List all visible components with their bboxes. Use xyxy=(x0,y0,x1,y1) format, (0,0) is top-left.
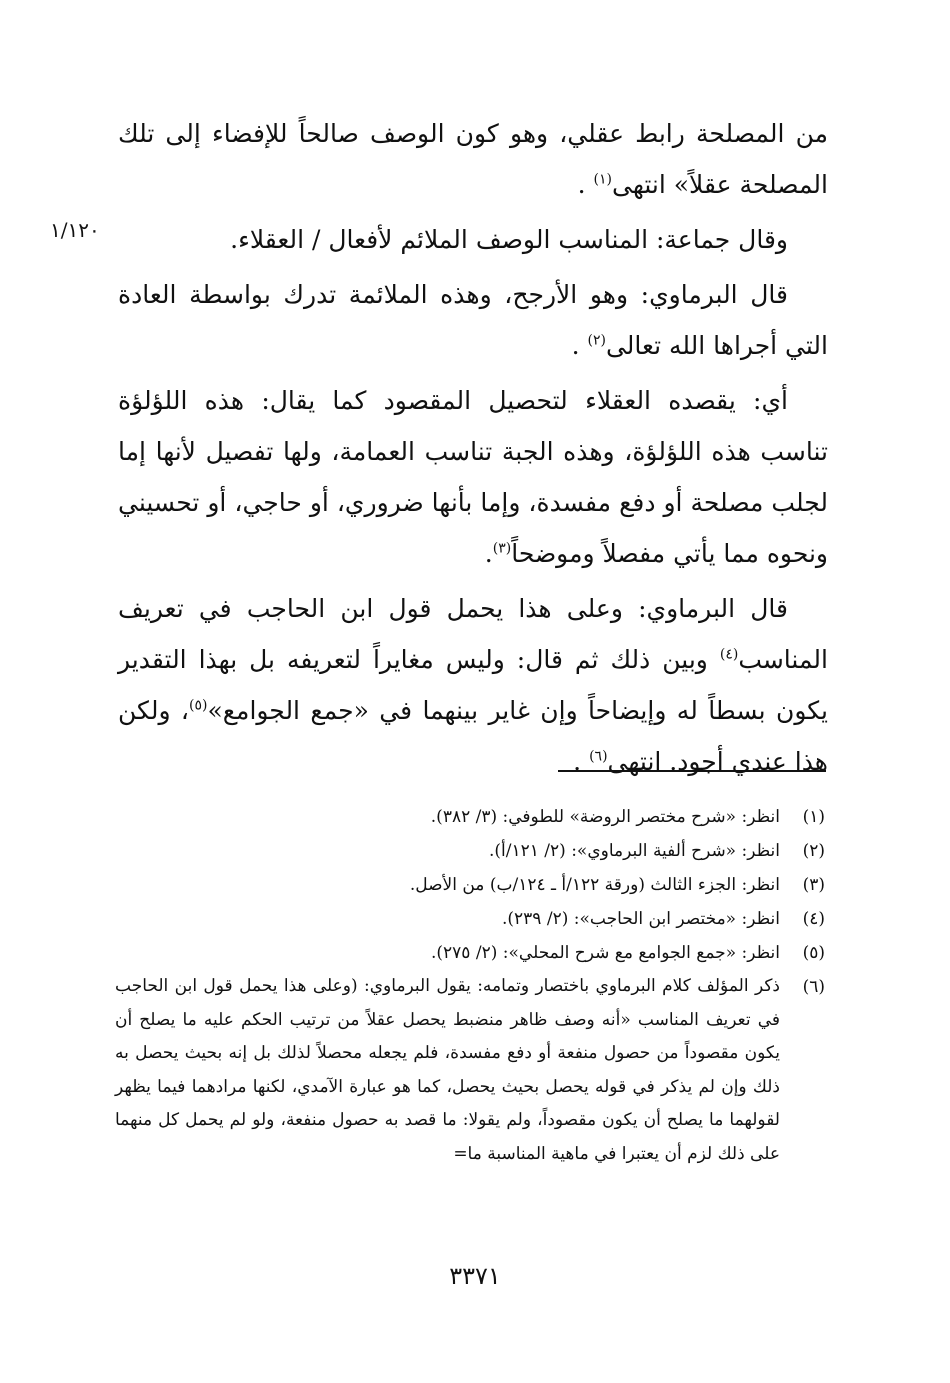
footnote-text: انظر: «جمع الجوامع مع شرح المحلي»: (٢/ ٢٧٥). xyxy=(431,943,780,963)
footnote-item xyxy=(115,868,825,902)
footnote-separator xyxy=(558,770,826,772)
footnote-number: (٢) xyxy=(802,841,825,861)
paragraph-text-continued: وبين ذلك ثم قال: وليس مغايراً لتعريفه بل بهذا التقدير يكون بسطاً له وإيضاحاً وإن غاير بينهما في «جمع الجوامع» xyxy=(118,645,828,725)
paragraph-5 xyxy=(118,583,828,787)
footnote-number: (١) xyxy=(802,807,825,827)
footnote-marker: (٣) xyxy=(492,540,512,557)
paragraph-text: قال البرماوي: وعلى هذا يحمل قول ابن الحاجب في تعريف المناسب xyxy=(118,594,828,674)
footnote-text: انظر: الجزء الثالث (ورقة ١٢٢/أ ـ ١٢٤/ب) من الأصل. xyxy=(409,875,780,895)
manuscript-folio-reference: ١/١٢٠ xyxy=(50,218,100,242)
footnote-item xyxy=(115,936,825,970)
paragraph-text: وقال جماعة: المناسب الوصف الملائم لأفعال / العقلاء. xyxy=(230,225,788,254)
paragraph-text-continued: ، ولكن هذا عندي أجود. انتهى xyxy=(118,696,828,776)
footnote-item xyxy=(115,902,825,936)
footnote-item xyxy=(115,970,825,1171)
paragraph-4 xyxy=(118,375,828,579)
main-text xyxy=(118,108,828,787)
footnote-marker: (٦) xyxy=(589,748,608,765)
footnote-number: (٦) xyxy=(802,977,825,997)
footnote-text: انظر: «شرح مختصر الروضة» للطوفي: (٣/ ٣٨٢). xyxy=(430,807,780,827)
footnote-marker: (٥) xyxy=(188,697,208,714)
footnote-item xyxy=(115,800,825,834)
paragraph-2 xyxy=(118,214,828,265)
paragraph-1 xyxy=(118,108,828,210)
footnotes xyxy=(115,800,825,1171)
paragraph-text: من المصلحة رابط عقلي، وهو كون الوصف صالحاً للإفضاء إلى تلك المصلحة عقلاً» انتهى xyxy=(118,119,828,199)
footnote-item xyxy=(115,834,825,868)
footnote-number: (٤) xyxy=(802,909,825,929)
footnote-marker: (١) xyxy=(593,171,612,188)
footnote-text: انظر: «مختصر ابن الحاجب»: (٢/ ٢٣٩). xyxy=(501,909,780,929)
paragraph-end: . xyxy=(484,539,493,568)
paragraph-end: . xyxy=(571,331,580,360)
paragraph-3 xyxy=(118,269,828,371)
footnote-number: (٥) xyxy=(802,943,825,963)
footnote-number: (٣) xyxy=(802,875,825,895)
paragraph-end: . xyxy=(573,747,582,776)
page-number: ٣٣٧١ xyxy=(449,1262,501,1290)
paragraph-text: أي: يقصده العقلاء لتحصيل المقصود كما يقال: هذه اللؤلؤة تناسب هذه اللؤلؤة، وهذه الجبة تناسب العمامة، ولها تفصيل لأنها إما لجلب مصلحة أو دفع مفسدة، وإما بأنها ضروري، أو حاجي، أو تحسيني ونحوه مما يأتي مفصلاً وموضحاً xyxy=(118,386,828,568)
footnote-marker: (٢) xyxy=(587,332,606,349)
footnote-text: انظر: «شرح ألفية البرماوي»: (٢/ ١٢١/أ). xyxy=(488,841,780,861)
footnote-marker: (٤) xyxy=(719,646,739,663)
paragraph-end: . xyxy=(577,170,586,199)
paragraph-text: قال البرماوي: وهو الأرجح، وهذه الملائمة تدرك بواسطة العادة التي أجراها الله تعالى xyxy=(118,280,828,360)
footnote-text: ذكر المؤلف كلام البرماوي باختصار وتمامه: يقول البرماوي: (وعلى هذا يحمل قول ابن الحاجب في تعريف المناسب «أنه وصف ظاهر منضبط يحصل عقلاً من ترتيب الحكم عليه ما يصلح أن يكون مقصوداً من حصول منفعة أو دفع مفسدة، فلم يجعله محصلاً لذلك بل إنه بحيث يحصل به ذلك وإن لم يذكر في قوله يحصل بحيث يحصل، كما هو عبارة الآمدي، لكنها مرادهما فيما يظهر لقولهما ما يصلح أن يكون مقصوداً، ولم يقولا: ما قصد به حصول منفعة، ولو لم يحمل كل منهما على ذلك لزم أن يعتبرا في ماهية المناسبة ما= xyxy=(115,976,780,1164)
